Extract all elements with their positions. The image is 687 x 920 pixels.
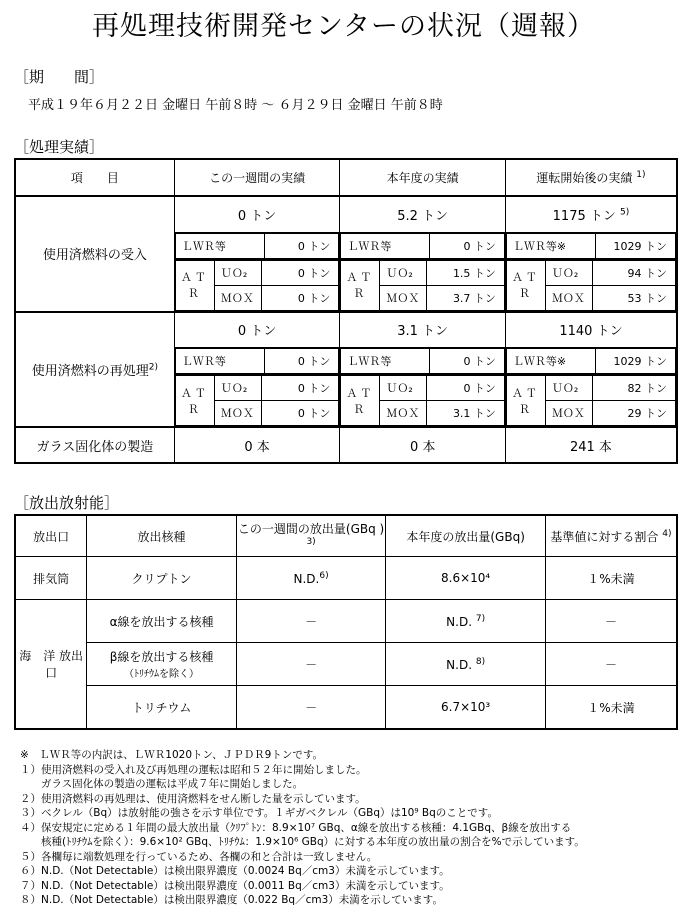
stack-nuclide: クリプトン xyxy=(87,557,236,600)
footnotes xyxy=(20,748,680,908)
stack-year: 8.6×10⁴ xyxy=(386,557,546,600)
uo2-label: ＵＯ₂ xyxy=(380,260,427,285)
beta-year-note: 8) xyxy=(475,656,486,667)
atr-label: ＡＴＲ xyxy=(175,260,214,310)
header-week: この一週間の実績 xyxy=(174,159,340,196)
glass-since: 241 本 xyxy=(505,427,677,463)
alpha-year-note: 7) xyxy=(475,613,486,624)
uo2-label: ＵＯ₂ xyxy=(545,260,592,285)
beta-nuclide-sub: （ﾄﾘﾁｳﾑを除く） xyxy=(124,669,200,680)
glass-row xyxy=(15,427,677,463)
glass-item: ガラス固化体の製造 xyxy=(15,427,174,463)
receipt-year-uo2: 1.5 トン xyxy=(427,260,505,285)
reprocessing-week-mox: 0 トン xyxy=(261,401,339,426)
receipt-year-total: 5.2 トン xyxy=(340,196,506,232)
reprocessing-year-total: 3.1 トン xyxy=(340,312,506,348)
footnote: ７）N.D.（Not Detectable）は検出限界濃度（0.0011 Bq／cm3）未満を示しています。 xyxy=(20,879,450,892)
uo2-label: ＵＯ₂ xyxy=(214,260,261,285)
receipt-since-total-cell xyxy=(505,196,677,232)
receipt-since-mox: 53 トン xyxy=(592,285,675,310)
receipt-year-lwr: 0 トン xyxy=(430,233,505,258)
mox-label: ＭＯＸ xyxy=(545,285,592,310)
mox-label: ＭＯＸ xyxy=(380,401,427,426)
processing-table xyxy=(14,158,678,464)
reprocessing-week-uo2: 0 トン xyxy=(261,376,339,401)
alpha-year-cell xyxy=(386,600,546,643)
atr-label: ＡＴＲ xyxy=(506,376,545,426)
processing-label: ［処理実績］ xyxy=(14,138,105,156)
header-nuclide: 放出核種 xyxy=(87,515,236,557)
reprocessing-item-note: 2) xyxy=(148,362,159,373)
receipt-since-lwr: 1029 トン xyxy=(595,233,675,258)
page-title: 再処理技術開発センターの状況（週報） xyxy=(92,11,595,42)
alpha-week: － xyxy=(236,600,386,643)
tritium-week: － xyxy=(236,686,386,730)
beta-year-cell xyxy=(386,643,546,686)
header-ratio-cell xyxy=(545,515,677,557)
uo2-label: ＵＯ₂ xyxy=(545,376,592,401)
receipt-total-row xyxy=(15,196,677,232)
footnote: ガラス固化体の製造の運転は平成７年に開始しました。 xyxy=(20,778,304,790)
tritium-row xyxy=(15,686,677,730)
lwr-label: ＬＷＲ等 xyxy=(175,233,264,258)
atr-label: ＡＴＲ xyxy=(341,376,380,426)
header-year-release: 本年度の放出量(GBq) xyxy=(386,515,546,557)
stack-row xyxy=(15,557,677,600)
stack-ratio: １%未満 xyxy=(545,557,677,600)
footnote: １）使用済燃料の受入れ及び再処理の運転は昭和５２年に開始しました。 xyxy=(20,763,367,776)
reprocessing-year-uo2: 0 トン xyxy=(427,376,505,401)
header-ratio-note: 4) xyxy=(662,528,672,539)
mox-label: ＭＯＸ xyxy=(214,401,261,426)
receipt-week-uo2: 0 トン xyxy=(261,260,339,285)
uo2-label: ＵＯ₂ xyxy=(214,376,261,401)
header-ratio: 基準値に対する割合 xyxy=(550,529,659,544)
header-since-label: 運転開始後の実績 xyxy=(536,171,633,185)
header-year: 本年度の実績 xyxy=(340,159,506,196)
ocean-outlet: 海 洋 放出口 xyxy=(15,600,87,730)
receipt-since-total: 1175 トン xyxy=(552,208,616,224)
atr-label: ＡＴＲ xyxy=(506,260,545,310)
receipt-week-lwr: 0 トン xyxy=(264,233,339,258)
mox-label: ＭＯＸ xyxy=(545,401,592,426)
header-outlet: 放出口 xyxy=(15,515,87,557)
footnote: ４）保安規定に定める１年間の最大放出量（ｸﾘﾌﾟﾄﾝ：8.9×10⁷ GBq、α線を放出する核種：4.1GBq、β線を放出する xyxy=(20,821,572,834)
period-label: ［期 間］ xyxy=(14,68,105,86)
footnote: ５）各欄毎に端数処理を行っているため、各欄の和と合計は一致しません。 xyxy=(20,850,378,863)
lwr-label: ＬＷＲ等 xyxy=(341,349,430,374)
release-header-row xyxy=(15,515,677,557)
lwr-label: ＬＷＲ等 xyxy=(175,349,264,374)
stack-week-note: 6) xyxy=(319,570,329,581)
alpha-nuclide: α線を放出する核種 xyxy=(87,600,236,643)
footnote: ６）N.D.（Not Detectable）は検出限界濃度（0.0024 Bq／cm3）未満を示しています。 xyxy=(20,865,450,877)
glass-week: 0 本 xyxy=(174,427,340,463)
receipt-week-mox: 0 トン xyxy=(261,285,339,310)
header-since xyxy=(505,159,677,196)
uo2-label: ＵＯ₂ xyxy=(380,376,427,401)
alpha-year: N.D. xyxy=(446,614,473,629)
lwr-mark-label: ＬＷＲ等※ xyxy=(506,349,595,374)
footnote: ３）ベクレル（Bq）は放射能の強さを示す単位です。１ギガベクレル（GBq）は10⁹ Bqのことです。 xyxy=(20,807,498,819)
atr-label: ＡＴＲ xyxy=(175,376,214,426)
alpha-ratio: － xyxy=(545,600,677,643)
footnote: ※ ＬＷＲ等の内訳は、ＬＷＲ1020トン、ＪＰＤＲ9トンです。 xyxy=(20,749,324,761)
footnote: ２）使用済燃料の再処理は、使用済燃料をせん断した量を示しています。 xyxy=(20,792,366,805)
reprocessing-since-lwr: 1029 トン xyxy=(595,349,675,374)
stack-outlet: 排気筒 xyxy=(15,557,87,600)
footnote: 核種(ﾄﾘﾁｳﾑを除く）：9.6×10² GBq、ﾄﾘﾁｳﾑ：1.9×10⁶ GBq）に対する本年度の放出量の割合を%で示しています。 xyxy=(20,836,585,848)
reprocessing-week-lwr: 0 トン xyxy=(264,349,339,374)
receipt-since-uo2: 94 トン xyxy=(592,260,675,285)
mox-label: ＭＯＸ xyxy=(380,285,427,310)
reprocessing-year-mox: 3.1 トン xyxy=(427,401,505,426)
header-week-release: この一週間の放出量(GBq ) xyxy=(237,522,385,536)
stack-week: N.D. xyxy=(293,571,320,586)
header-since-note: 1) xyxy=(636,170,646,180)
tritium-ratio: １%未満 xyxy=(545,686,677,730)
receipt-item: 使用済燃料の受入 xyxy=(15,196,174,312)
reprocessing-week-total: 0 トン xyxy=(174,312,340,348)
reprocessing-item: 使用済燃料の再処理 xyxy=(31,363,149,379)
lwr-label: ＬＷＲ等 xyxy=(341,233,430,258)
receipt-year-mox: 3.7 トン xyxy=(427,285,505,310)
beta-nuclide-cell xyxy=(87,643,236,686)
reprocessing-year-lwr: 0 トン xyxy=(430,349,505,374)
release-label: ［放出放射能］ xyxy=(14,494,120,512)
release-table xyxy=(14,514,678,730)
atr-label: ＡＴＲ xyxy=(341,260,380,310)
stack-week-cell xyxy=(236,557,386,600)
header-week-release-cell xyxy=(236,515,386,557)
footnote: ８）N.D.（Not Detectable）は検出限界濃度（0.022 Bq／cm3）未満を示しています。 xyxy=(20,894,443,906)
tritium-year: 6.7×10³ xyxy=(386,686,546,730)
reprocessing-since-mox: 29 トン xyxy=(592,401,675,426)
beta-year: N.D. xyxy=(446,657,473,672)
period-text: 平成１９年６月２２日 金曜日 午前８時 ～ ６月２９日 金曜日 午前８時 xyxy=(28,98,443,113)
beta-week: － xyxy=(236,643,386,686)
reprocessing-since-uo2: 82 トン xyxy=(592,376,675,401)
reprocessing-since-total: 1140 トン xyxy=(505,312,677,348)
receipt-week-total: 0 トン xyxy=(174,196,340,232)
beta-nuclide: β線を放出する核種 xyxy=(109,650,214,664)
reprocessing-total-row xyxy=(15,312,677,348)
tritium-nuclide: トリチウム xyxy=(87,686,236,730)
reprocessing-item-cell xyxy=(15,312,174,428)
alpha-row xyxy=(15,600,677,643)
glass-year: 0 本 xyxy=(340,427,506,463)
lwr-mark-label: ＬＷＲ等※ xyxy=(506,233,595,258)
processing-header-row xyxy=(15,159,677,196)
mox-label: ＭＯＸ xyxy=(214,285,261,310)
header-week-note: 3) xyxy=(306,537,316,547)
header-item: 項 目 xyxy=(15,159,174,196)
receipt-since-note: 5) xyxy=(620,207,630,218)
beta-row xyxy=(15,643,677,686)
beta-ratio: － xyxy=(545,643,677,686)
